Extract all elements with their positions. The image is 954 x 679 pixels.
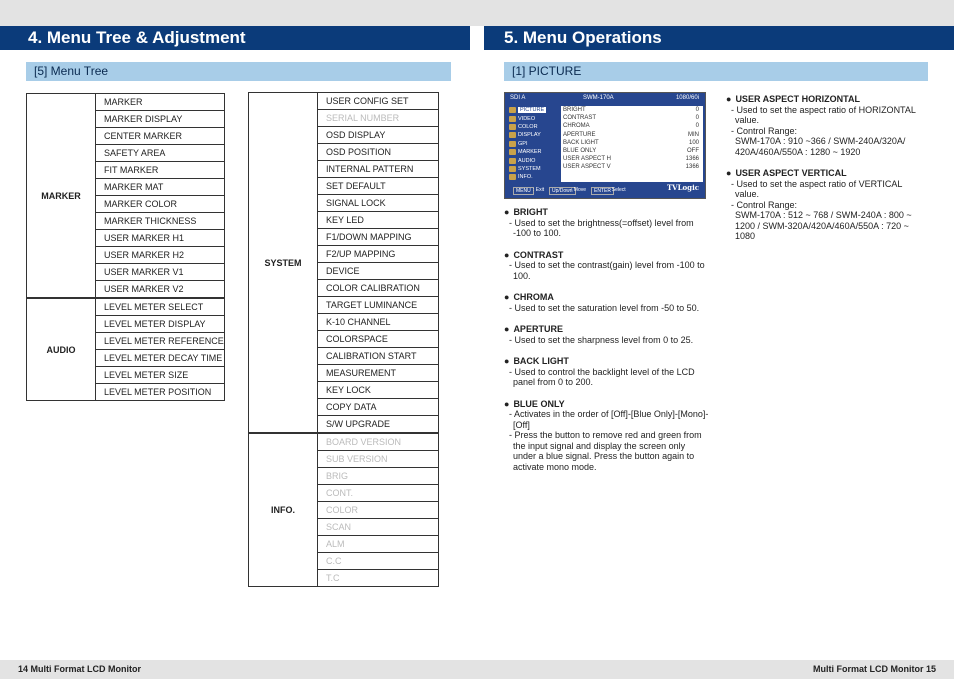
tree-item: FIT MARKER bbox=[96, 162, 225, 179]
desc-line: - Used to set the sharpness level from 0 to 25. bbox=[509, 334, 694, 345]
osd-key-updown: Up/Down bbox=[549, 187, 576, 195]
osd-logo: TVLogic bbox=[666, 183, 699, 192]
desc-heading: ● USER ASPECT VERTICAL bbox=[726, 168, 926, 179]
footer-left: 14 Multi Format LCD Monitor bbox=[18, 664, 141, 674]
top-strip bbox=[0, 0, 954, 26]
desc-line: - Used to set the aspect ratio of VERTICAL value. bbox=[731, 178, 903, 199]
tree-group-info: INFO. bbox=[249, 433, 318, 587]
left-page-title: 4. Menu Tree & Adjustment bbox=[0, 26, 470, 50]
tree-group-audio: AUDIO bbox=[27, 298, 96, 401]
osd-row-value: 0 bbox=[695, 115, 699, 122]
tree-item: USER MARKER H2 bbox=[96, 247, 225, 264]
desc-heading: ● CONTRAST bbox=[504, 250, 710, 261]
desc-line: - Control Range: bbox=[731, 199, 798, 210]
osd-row-label: USER ASPECT H bbox=[563, 156, 611, 163]
tree-item: MARKER THICKNESS bbox=[96, 213, 225, 230]
osd-menu-label: DISPLAY bbox=[518, 132, 541, 139]
tree-row bbox=[249, 433, 439, 451]
osd-source: SDI A bbox=[510, 95, 526, 101]
osd-row bbox=[561, 122, 703, 130]
osd-menu-label: AUDIO bbox=[518, 157, 536, 164]
osd-menu-item bbox=[509, 148, 561, 156]
tree-item: KEY LED bbox=[318, 212, 439, 229]
osd-row bbox=[561, 163, 703, 171]
tree-item: KEY LOCK bbox=[318, 382, 439, 399]
desc-line: - Used to set the contrast(gain) level from -100 to 100. bbox=[509, 260, 705, 281]
osd-model: SWM-170A bbox=[583, 95, 614, 101]
osd-format: 1080/60i bbox=[675, 95, 699, 101]
osd-menu-icon bbox=[509, 132, 516, 138]
desc-heading: ● BRIGHT bbox=[504, 207, 710, 218]
tree-item: COLOR CALIBRATION bbox=[318, 280, 439, 297]
osd-value-panel bbox=[561, 106, 703, 182]
tree-item: F1/DOWN MAPPING bbox=[318, 229, 439, 246]
tree-item: T.C bbox=[318, 570, 439, 587]
tree-item: LEVEL METER REFERENCE bbox=[96, 333, 225, 350]
osd-row-value: OFF bbox=[687, 147, 699, 154]
desc-heading: ● CHROMA bbox=[504, 292, 710, 303]
osd-menu-label: GPI bbox=[518, 140, 528, 147]
tree-item: LEVEL METER DISPLAY bbox=[96, 316, 225, 333]
tree-item: INTERNAL PATTERN bbox=[318, 161, 439, 178]
osd-menu-item bbox=[509, 123, 561, 131]
osd-menu-item bbox=[509, 173, 561, 181]
osd-row bbox=[561, 139, 703, 147]
desc-block bbox=[504, 292, 710, 313]
tree-item: CALIBRATION START bbox=[318, 348, 439, 365]
tree-item: USER MARKER H1 bbox=[96, 230, 225, 247]
osd-row-label: CONTRAST bbox=[563, 115, 596, 122]
tree-group-system: SYSTEM bbox=[249, 93, 318, 434]
tree-group-marker: MARKER bbox=[27, 94, 96, 299]
tree-item: LEVEL METER POSITION bbox=[96, 384, 225, 401]
osd-menu-item bbox=[509, 140, 561, 148]
footer-right: Multi Format LCD Monitor 15 bbox=[813, 664, 936, 674]
desc-block bbox=[504, 250, 710, 282]
tree-item: LEVEL METER DECAY TIME bbox=[96, 350, 225, 367]
desc-line: - Used to control the backlight level of the LCD panel from 0 to 200. bbox=[509, 366, 695, 387]
tree-item: C.C bbox=[318, 553, 439, 570]
tree-item: ALM bbox=[318, 536, 439, 553]
osd-row bbox=[561, 114, 703, 122]
osd-menu-icon bbox=[509, 124, 516, 130]
tree-item: BRIG bbox=[318, 468, 439, 485]
osd-row bbox=[561, 106, 703, 114]
tree-item: LEVEL METER SELECT bbox=[96, 298, 225, 316]
aspect-descriptions bbox=[726, 94, 926, 253]
osd-row-value: 1366 bbox=[685, 164, 699, 171]
desc-block bbox=[504, 207, 710, 239]
tree-item: USER MARKER V2 bbox=[96, 281, 225, 299]
menu-tree-table-right bbox=[248, 92, 439, 587]
tree-item: F2/UP MAPPING bbox=[318, 246, 439, 263]
tree-item: LEVEL METER SIZE bbox=[96, 367, 225, 384]
osd-menu-icon bbox=[509, 166, 516, 172]
osd-row-value: 1366 bbox=[685, 156, 699, 163]
osd-menu-item bbox=[509, 131, 561, 139]
osd-menu-label: VIDEO bbox=[518, 115, 536, 122]
tree-item: USER MARKER V1 bbox=[96, 264, 225, 281]
desc-block bbox=[726, 94, 926, 157]
tree-item: MARKER DISPLAY bbox=[96, 111, 225, 128]
tree-item: CONT. bbox=[318, 485, 439, 502]
osd-key-enter: ENTER bbox=[591, 187, 614, 195]
menu-tree-heading: [5] Menu Tree bbox=[26, 62, 451, 81]
tree-row bbox=[27, 94, 225, 111]
osd-row-label: APERTURE bbox=[563, 131, 596, 138]
tree-item: S/W UPGRADE bbox=[318, 416, 439, 434]
osd-row bbox=[561, 155, 703, 163]
desc-block bbox=[504, 399, 710, 473]
tree-item: TARGET LUMINANCE bbox=[318, 297, 439, 314]
desc-line: - Used to set the brightness(=offset) level from -100 to 100. bbox=[509, 217, 694, 238]
picture-heading: [1] PICTURE bbox=[504, 62, 928, 81]
osd-row bbox=[561, 131, 703, 139]
osd-row-value: 100 bbox=[688, 139, 699, 146]
page-footer bbox=[0, 660, 954, 679]
menu-tree-table-left bbox=[26, 93, 225, 401]
osd-screenshot bbox=[504, 92, 706, 199]
tree-item: COPY DATA bbox=[318, 399, 439, 416]
tree-item: COLOR bbox=[318, 502, 439, 519]
tree-item: SUB VERSION bbox=[318, 451, 439, 468]
osd-key-enter-action: : Select bbox=[609, 187, 626, 193]
osd-menu-item bbox=[509, 165, 561, 173]
osd-row bbox=[561, 147, 703, 155]
osd-row-value: 0 bbox=[695, 107, 699, 113]
osd-menu-label: COLOR bbox=[518, 123, 538, 130]
tree-item: SAFETY AREA bbox=[96, 145, 225, 162]
osd-row-value: MIN bbox=[688, 131, 699, 138]
osd-menu-item bbox=[509, 106, 561, 114]
osd-menu-label: INFO. bbox=[518, 174, 533, 181]
osd-menu-icon bbox=[509, 149, 516, 155]
osd-row-label: CHROMA bbox=[563, 123, 590, 130]
tree-item: OSD DISPLAY bbox=[318, 127, 439, 144]
osd-row-label: BACK LIGHT bbox=[563, 139, 599, 146]
osd-row-value: 0 bbox=[695, 123, 699, 130]
osd-menu-icon bbox=[509, 141, 516, 147]
tree-item: COLORSPACE bbox=[318, 331, 439, 348]
osd-row-label: BRIGHT bbox=[563, 107, 586, 113]
tree-item: MEASUREMENT bbox=[318, 365, 439, 382]
desc-line: - Used to set the saturation level from -50 to 50. bbox=[509, 302, 700, 313]
osd-menu-icon bbox=[509, 116, 516, 122]
osd-menu-item bbox=[509, 114, 561, 122]
osd-key-menu-action: : Exit bbox=[533, 187, 545, 193]
desc-heading: ● BACK LIGHT bbox=[504, 356, 710, 367]
osd-row-label: USER ASPECT V bbox=[563, 164, 611, 171]
desc-line: SWM-170A : 910 ~366 / SWM-240A/320A/ 420A/460A/550A : 1280 ~ 1920 bbox=[735, 136, 906, 157]
tree-item: BOARD VERSION bbox=[318, 433, 439, 451]
desc-line: SWM-170A : 512 ~ 768 / SWM-240A : 800 ~ 1200 / SWM-320A/420A/460A/550A : 720 ~ 1080 bbox=[735, 210, 912, 241]
osd-menu-icon bbox=[509, 158, 516, 164]
desc-heading: ● USER ASPECT HORIZONTAL bbox=[726, 94, 926, 105]
picture-descriptions bbox=[504, 207, 710, 483]
desc-block bbox=[726, 168, 926, 242]
right-page-title: 5. Menu Operations bbox=[484, 26, 954, 50]
tree-item: MARKER bbox=[96, 94, 225, 111]
tree-item: DEVICE bbox=[318, 263, 439, 280]
osd-menu-icon bbox=[509, 174, 516, 180]
tree-item: SERIAL NUMBER bbox=[318, 110, 439, 127]
tree-item: MARKER MAT bbox=[96, 179, 225, 196]
desc-line: - Press the button to remove red and green from the input signal and display the screen only under a blue signal. Press the button again to activate mono mode. bbox=[509, 430, 702, 472]
tree-item: SET DEFAULT bbox=[318, 178, 439, 195]
desc-heading: ● BLUE ONLY bbox=[504, 399, 710, 410]
tree-item: SCAN bbox=[318, 519, 439, 536]
tree-item: MARKER COLOR bbox=[96, 196, 225, 213]
osd-menu-list bbox=[509, 106, 561, 182]
osd-menu-label: MARKER bbox=[518, 149, 542, 156]
tree-row bbox=[249, 93, 439, 110]
tree-item: SIGNAL LOCK bbox=[318, 195, 439, 212]
desc-heading: ● APERTURE bbox=[504, 324, 710, 335]
tree-row bbox=[27, 298, 225, 316]
tree-item: USER CONFIG SET bbox=[318, 93, 439, 110]
osd-menu-label: PICTURE bbox=[520, 107, 545, 114]
osd-key-updown-action: : Move bbox=[571, 187, 587, 193]
osd-row-label: BLUE ONLY bbox=[563, 147, 597, 154]
tree-item: K-10 CHANNEL bbox=[318, 314, 439, 331]
tree-item: OSD POSITION bbox=[318, 144, 439, 161]
desc-line: - Used to set the aspect ratio of HORIZONTAL value. bbox=[731, 104, 916, 125]
osd-key-menu: MENU bbox=[513, 187, 534, 195]
tree-item: CENTER MARKER bbox=[96, 128, 225, 145]
desc-line: - Activates in the order of [Off]-[Blue Only]-[Mono]-[Off] bbox=[509, 409, 709, 430]
osd-menu-label: SYSTEM bbox=[518, 165, 541, 172]
osd-menu-item bbox=[509, 156, 561, 164]
desc-block bbox=[504, 356, 710, 388]
osd-menu-icon bbox=[509, 107, 516, 113]
desc-line: - Control Range: bbox=[731, 125, 798, 136]
desc-block bbox=[504, 324, 710, 345]
